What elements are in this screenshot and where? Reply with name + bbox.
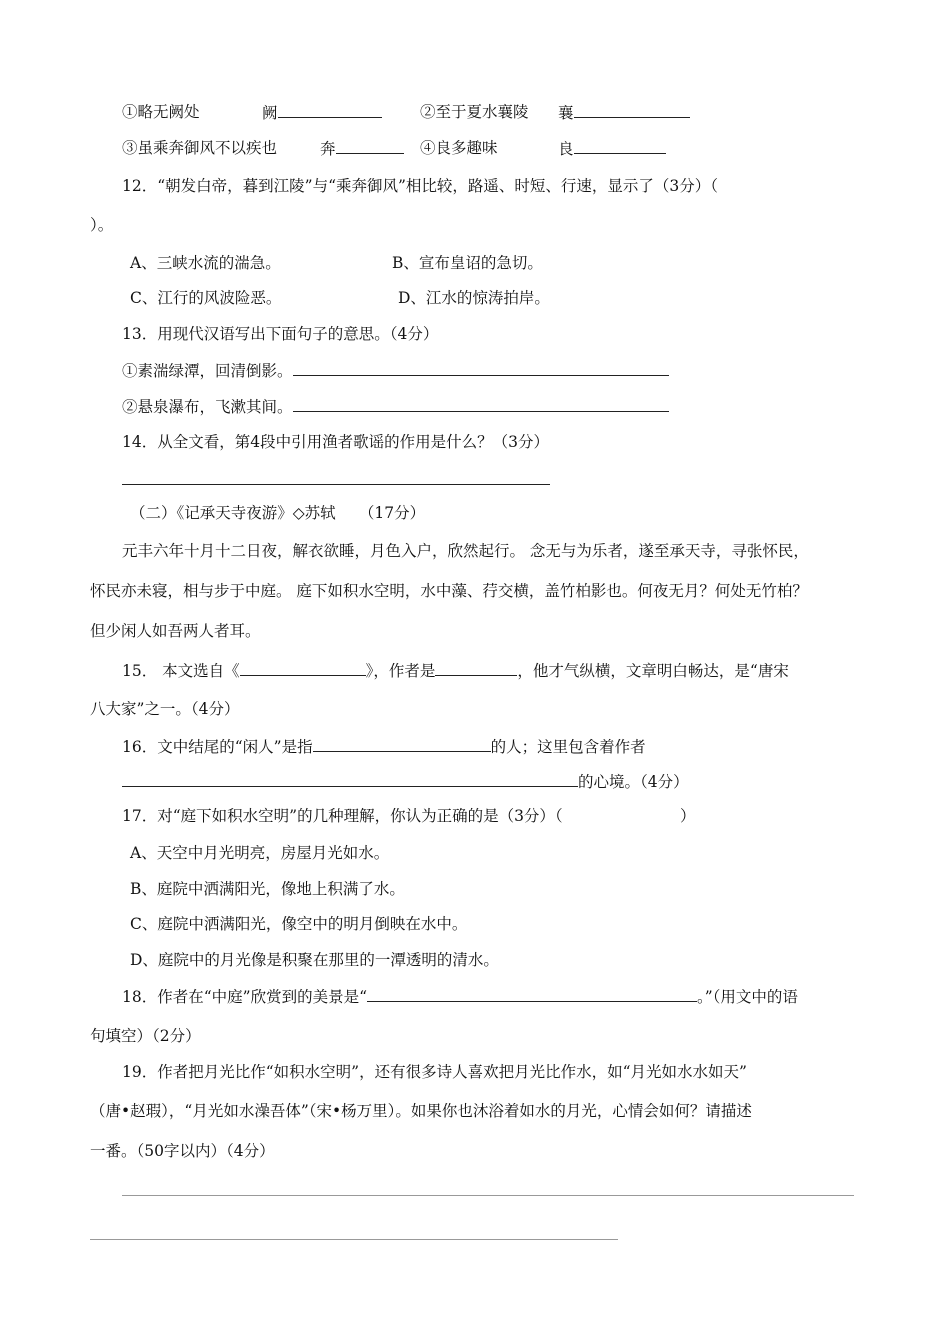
q12-option-b[interactable]: B、宣布皇诏的急切。: [392, 254, 543, 272]
q15-book-blank[interactable]: [240, 660, 366, 676]
q15-line-1: [122, 660, 789, 681]
q18-line-1: [122, 986, 798, 1007]
q19-answer-line-1[interactable]: [122, 1195, 854, 1196]
q13-sentence-2: [122, 396, 669, 417]
part2-heading: （二）《记承天寺夜游》◇苏轼 （17分）: [130, 504, 426, 522]
q13-s1-blank[interactable]: [293, 360, 669, 376]
q11-item1-blank[interactable]: [278, 102, 382, 118]
q15-text-a: 15． 本文选自《: [122, 662, 240, 680]
q15-text-c: ，他才气纵横，文章明白畅达，是“唐宋: [517, 662, 789, 680]
q17-option-d[interactable]: D、庭院中的月光像是积聚在那里的一潭透明的清水。: [130, 951, 499, 969]
q19-line-3: 一番。（50字以内）（4分）: [90, 1142, 275, 1160]
q16-text-c: 的心境。（4分）: [578, 773, 689, 791]
q18-text-a: 18．作者在“中庭”欣赏到的美景是“: [122, 988, 367, 1006]
q11-item3: [122, 138, 277, 158]
q17-close: ）: [680, 807, 696, 825]
q16-line-1: [122, 736, 646, 757]
q12-stem-cont: ）。: [90, 216, 114, 234]
q11-item1-char: 阙: [262, 104, 278, 122]
q18-blank[interactable]: [367, 986, 697, 1002]
q18-text-b: 。”（用文中的语: [697, 988, 798, 1006]
q18-line-2: 句填空）（2分）: [90, 1027, 201, 1045]
q19-line-1: 19．作者把月光比作“如积水空明”，还有很多诗人喜欢把月光比作水，如“月光如水水如天”: [122, 1063, 747, 1081]
q16-line-2: [122, 771, 689, 792]
q11-item2-answer: [558, 102, 690, 123]
q11-row-1: [122, 102, 200, 122]
q13-s2-blank[interactable]: [293, 396, 669, 412]
q11-item3-blank[interactable]: [336, 138, 404, 154]
q11-item2-char: 襄: [558, 104, 574, 122]
q11-item2-phrase: ②至于夏水襄陵: [420, 103, 529, 121]
q17-stem: 17．对“庭下如积水空明”的几种理解，你认为正确的是（3分）（: [122, 807, 563, 825]
q11-item4-answer: [558, 138, 666, 159]
q12-stem: 12．“朝发白帝，暮到江陵”与“乘奔御风”相比较，路遥、时短、行速，显示了（3分）（: [122, 177, 719, 195]
q13-sentence-1: [122, 360, 669, 381]
q11-item3-answer: [320, 138, 404, 159]
q16-text-a: 16．文中结尾的“闲人”是指: [122, 738, 313, 756]
q14-stem: 14．从全文看，第4段中引用渔者歌谣的作用是什么？（3分）: [122, 433, 549, 451]
q15-line-2: 八大家”之一。（4分）: [90, 700, 240, 718]
q11-item3-phrase: ③虽乘奔御风不以疾也: [122, 139, 278, 157]
q15-author-blank[interactable]: [435, 660, 517, 676]
q12-option-c[interactable]: C、江行的风波险恶。: [130, 289, 282, 307]
q11-item4-phrase: ④良多趣味: [420, 139, 498, 157]
q12-option-a[interactable]: A、三峡水流的湍急。: [130, 254, 281, 272]
passage-line-2: 怀民亦未寝，相与步于中庭。 庭下如积水空明，水中藻、荇交横，盖竹柏影也。何夜无月？何处无竹柏？: [90, 582, 808, 600]
passage-line-3: 但少闲人如吾两人者耳。: [90, 622, 261, 640]
q19-answer-line-2[interactable]: [90, 1239, 618, 1240]
q13-stem: 13．用现代汉语写出下面句子的意思。（4分）: [122, 325, 439, 343]
q12-option-d[interactable]: D、江水的惊涛拍岸。: [398, 289, 550, 307]
q17-option-c[interactable]: C、庭院中洒满阳光，像空中的明月倒映在水中。: [130, 915, 468, 933]
q19-line-2: （唐•赵瑕），“月光如水澡吾体”（宋•杨万里）。如果你也沐浴着如水的月光，心情会如何？请描述: [90, 1102, 752, 1120]
q11-item1-answer: [262, 102, 382, 123]
q11-item4-char: 良: [558, 140, 574, 158]
q15-text-b: 》，作者是: [365, 662, 436, 680]
q16-blank-2[interactable]: [122, 771, 578, 787]
q11-item4-blank[interactable]: [574, 138, 666, 154]
q11-item3-char: 奔: [320, 140, 336, 158]
q17-option-b[interactable]: B、庭院中洒满阳光，像地上积满了水。: [130, 880, 405, 898]
q16-text-b: 的人；这里包含着作者: [490, 738, 646, 756]
q13-s1-text: ①素湍绿潭，回清倒影。: [122, 362, 293, 380]
q13-s2-text: ②悬泉瀑布，飞漱其间。: [122, 398, 293, 416]
q17-option-a[interactable]: A、天空中月光明亮，房屋月光如水。: [130, 844, 390, 862]
q11-item4: [420, 138, 498, 158]
q16-blank-1[interactable]: [313, 736, 491, 752]
passage-line-1: 元丰六年十月十二日夜，解衣欲睡，月色入户，欣然起行。 念无与为乐者，遂至承天寺，寻张怀民，: [122, 542, 809, 560]
q11-item2: [420, 102, 529, 122]
q11-item1-phrase: ①略无阙处: [122, 103, 200, 121]
q14-answer-line[interactable]: [122, 484, 550, 485]
q11-item2-blank[interactable]: [574, 102, 690, 118]
